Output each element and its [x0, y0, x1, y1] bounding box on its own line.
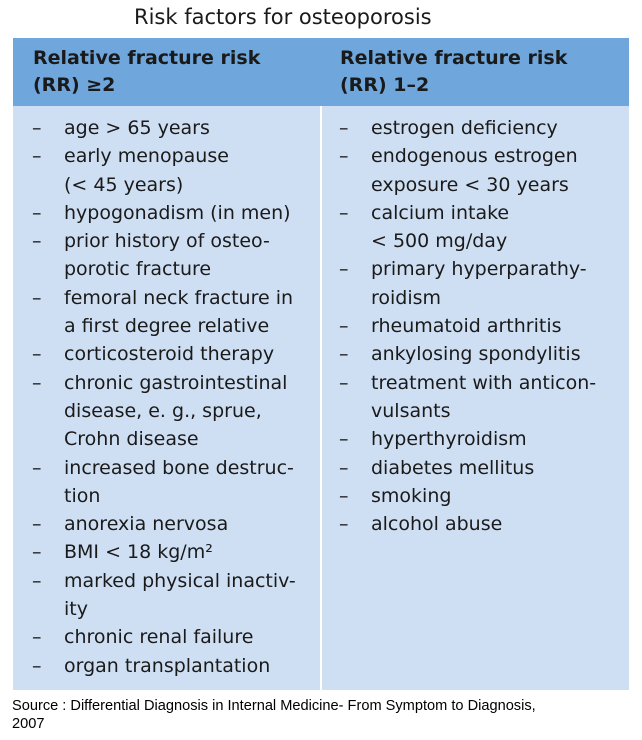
list-item-line: primary hyperparathy- — [371, 258, 587, 281]
dash-bullet: – — [32, 456, 42, 479]
list-item — [32, 284, 314, 341]
header-cell-rr-2-or-more — [33, 45, 260, 99]
list-item-line: anorexia nervosa — [64, 513, 229, 536]
header-line: (RR) ≥2 — [33, 74, 116, 96]
dash-bullet: – — [32, 569, 42, 592]
dash-bullet: – — [32, 230, 42, 253]
dash-bullet: – — [339, 456, 349, 479]
dash-bullet: – — [32, 286, 42, 309]
list-item — [32, 199, 314, 227]
list-item-line: porotic fracture — [64, 258, 212, 281]
list-item-line: endogenous estrogen — [371, 145, 578, 168]
dash-bullet: – — [339, 371, 349, 394]
list-item-line: ity — [64, 598, 88, 621]
risk-list-rr-1-to-2 — [339, 114, 621, 538]
table-header — [13, 38, 629, 106]
dash-bullet: – — [339, 428, 349, 451]
list-item — [32, 510, 314, 538]
list-item-line: exposure < 30 years — [371, 173, 569, 196]
list-item-line: < 500 mg/day — [371, 230, 508, 253]
dash-bullet: – — [32, 145, 42, 168]
dash-bullet: – — [339, 201, 349, 224]
list-item — [32, 538, 314, 566]
list-item — [339, 199, 621, 256]
list-item-line: Crohn disease — [64, 428, 199, 451]
header-cell-rr-1-to-2 — [340, 45, 567, 99]
list-item-line: hypogonadism (in men) — [64, 201, 291, 224]
list-item-line: ankylosing spondylitis — [371, 343, 581, 366]
list-item — [339, 482, 621, 510]
list-item-line: (< 45 years) — [64, 173, 184, 196]
list-item — [32, 567, 314, 624]
list-item — [32, 454, 314, 511]
list-item-line: BMI < 18 kg/m² — [64, 541, 213, 564]
list-item-line: organ transplantation — [64, 654, 271, 677]
list-item — [339, 510, 621, 538]
list-item-line: treatment with anticon- — [371, 371, 597, 394]
list-item-line: hyperthyroidism — [371, 428, 527, 451]
risk-factors-table — [13, 38, 629, 690]
dash-bullet: – — [32, 654, 42, 677]
page-title: Risk factors for osteoporosis — [134, 5, 432, 29]
list-item-line: a first degree relative — [64, 315, 270, 338]
header-line: Relative fracture risk — [340, 47, 568, 69]
list-item — [32, 227, 314, 284]
dash-bullet: – — [32, 343, 42, 366]
list-item-line: alcohol abuse — [371, 513, 503, 536]
list-item-line: corticosteroid therapy — [64, 343, 275, 366]
list-item — [339, 369, 621, 426]
list-item-line: roidism — [371, 286, 442, 309]
list-item — [339, 454, 621, 482]
dash-bullet: – — [339, 343, 349, 366]
list-item-line: prior history of osteo- — [64, 230, 270, 253]
list-item — [32, 142, 314, 199]
list-item-line: disease, e. g., sprue, — [64, 399, 262, 422]
list-item-line: chronic gastrointestinal — [64, 371, 288, 394]
list-item — [339, 255, 621, 312]
list-item-line: marked physical inactiv- — [64, 569, 296, 592]
column-divider — [320, 106, 322, 690]
list-item-line: chronic renal failure — [64, 626, 254, 649]
dash-bullet: – — [339, 315, 349, 338]
dash-bullet: – — [32, 541, 42, 564]
list-item-line: rheumatoid arthritis — [371, 315, 562, 338]
header-line: Relative fracture risk — [33, 47, 261, 69]
list-item — [339, 340, 621, 368]
list-item-line: vulsants — [371, 399, 451, 422]
list-item-line: age > 65 years — [64, 117, 210, 139]
dash-bullet: – — [339, 484, 349, 507]
list-item-line: diabetes mellitus — [371, 456, 535, 479]
list-item — [32, 623, 314, 651]
list-item-line: early menopause — [64, 145, 229, 168]
dash-bullet: – — [339, 258, 349, 281]
dash-bullet: – — [339, 117, 349, 139]
dash-bullet: – — [32, 201, 42, 224]
list-item-line: tion — [64, 484, 101, 507]
dash-bullet: – — [339, 145, 349, 168]
list-item-line: calcium intake — [371, 201, 510, 224]
dash-bullet: – — [32, 117, 42, 139]
list-item — [32, 369, 314, 454]
list-item — [339, 425, 621, 453]
list-item — [32, 114, 314, 142]
header-line: (RR) 1–2 — [340, 74, 430, 96]
source-line: Source : Differential Diagnosis in Internal Medicine- From Symptom to Diagnosis, — [12, 698, 536, 714]
source-line: 2007 — [12, 716, 45, 732]
dash-bullet: – — [32, 626, 42, 649]
list-item — [339, 142, 621, 199]
list-item-line: estrogen deficiency — [371, 117, 558, 139]
dash-bullet: – — [32, 371, 42, 394]
source-citation — [12, 697, 632, 733]
list-item — [32, 340, 314, 368]
list-item — [32, 652, 314, 680]
risk-list-rr-2-or-more — [32, 114, 314, 680]
list-item — [339, 114, 621, 142]
dash-bullet: – — [339, 513, 349, 536]
dash-bullet: – — [32, 513, 42, 536]
list-item-line: smoking — [371, 484, 452, 507]
list-item-line: increased bone destruc- — [64, 456, 294, 479]
list-item — [339, 312, 621, 340]
list-item-line: femoral neck fracture in — [64, 286, 294, 309]
